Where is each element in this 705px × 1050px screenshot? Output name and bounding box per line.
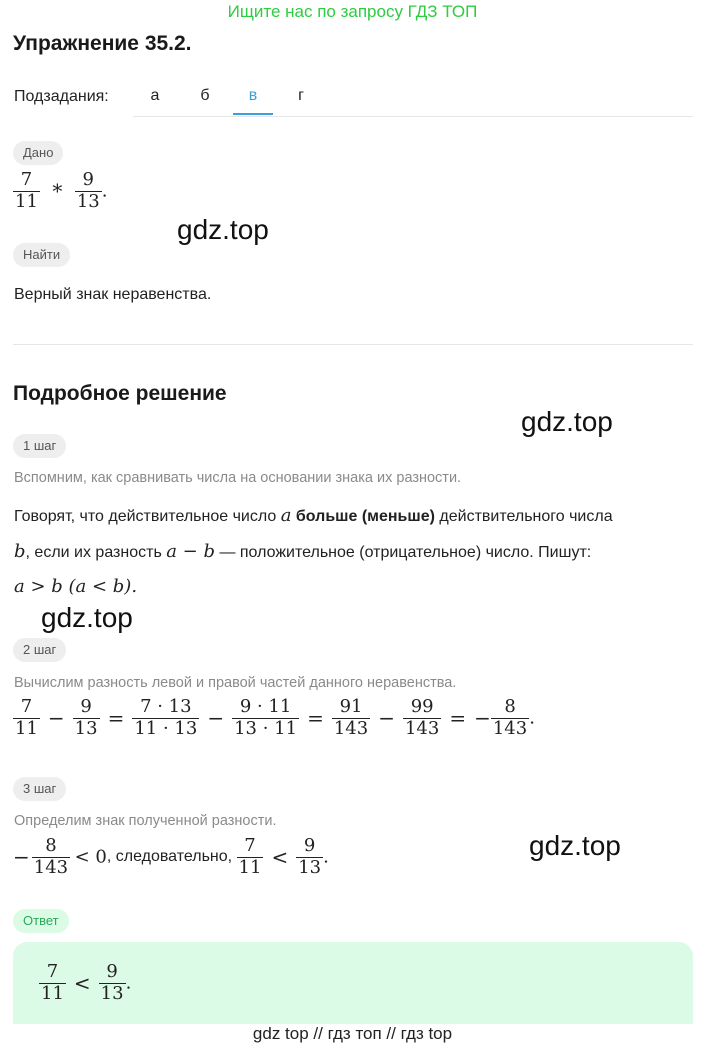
find-text: Верный знак неравенства. — [14, 286, 212, 303]
fraction: $\frac{9}{13}$ — [298, 835, 322, 878]
fraction: $\frac{7 \cdot 13}{11 \cdot 13}$ — [134, 696, 198, 739]
fraction: $\frac{9}{13}$ — [76, 169, 100, 212]
fraction: $\frac{8}{143}$ — [33, 835, 69, 878]
step3-hint: Определим знак полученной разности. — [14, 813, 277, 829]
divider — [13, 344, 693, 345]
step1-hint: Вспомним, как сравнивать числа на основании знака их разности. — [14, 470, 462, 486]
given-badge: Дано — [13, 141, 63, 165]
watermark: gdz.top — [41, 602, 133, 633]
step1-line1: Говорят, что действительное число a больше (меньше) действительного числа — [14, 505, 613, 526]
operator-placeholder: * — [52, 179, 63, 204]
top-banner: Ищите нас по запросу ГДЗ ТОП — [227, 2, 478, 21]
tab-v[interactable]: в — [233, 78, 273, 115]
tab-g[interactable]: г — [298, 87, 304, 104]
fraction: $\frac{8}{143}$ — [492, 696, 528, 739]
fraction: $\frac{91}{143}$ — [333, 696, 369, 739]
find-badge: Найти — [13, 243, 70, 267]
watermark: gdz.top — [177, 214, 269, 245]
watermark: gdz.top — [521, 406, 613, 437]
fraction: $\frac{7}{11}$ — [41, 961, 64, 1004]
watermark: gdz.top — [529, 830, 621, 861]
given-expression: $\frac{7}{11}$ * $\frac{9}{13}$ . — [15, 169, 108, 212]
fraction: $\frac{7}{11}$ — [15, 696, 38, 739]
tab-b[interactable]: б — [200, 87, 210, 104]
fraction: $\frac{7}{11}$ — [15, 169, 38, 212]
fraction: $\frac{9}{13}$ — [74, 696, 98, 739]
step2-hint: Вычислим разность левой и правой частей данного неравенства. — [14, 675, 457, 691]
solution-title: Подробное решение — [13, 382, 227, 405]
step3-conclusion: − $\frac{8}{143}$ < 0, следовательно, $\frac{7}{11}$ < $\frac{9}{13}$ . — [13, 835, 329, 878]
tab-a[interactable]: а — [150, 87, 160, 104]
fraction: $\frac{99}{143}$ — [404, 696, 440, 739]
subtasks-label: Подзадания: — [14, 88, 109, 105]
step1-line2: b, если их разность a − b — положительное (отрицательное) число. Пишут: — [14, 541, 592, 562]
step1-badge: 1 шаг — [13, 434, 66, 458]
step2-badge: 2 шаг — [13, 638, 66, 662]
fraction: $\frac{9 \cdot 11}{13 \cdot 11}$ — [234, 696, 298, 739]
fraction: $\frac{7}{11}$ — [238, 835, 262, 878]
answer-expression: $\frac{7}{11}$ < $\frac{9}{13}$ . — [41, 961, 132, 1004]
step2-calculation: $\frac{7}{11}$ − $\frac{9}{13}$ = $\frac{7 \cdot 13}{11 \cdot 13}$ − $\frac{9 \cdot 11}{13 \cdot 11}$ = $\frac{91}{143}$ − $\frac{99}{143}$ = − $\frac{8}{143}$ . — [15, 696, 535, 739]
step3-badge: 3 шаг — [13, 777, 66, 801]
fraction: $\frac{9}{13}$ — [100, 961, 124, 1004]
page-title: Упражнение 35.2. — [13, 32, 192, 55]
subtask-tabs — [133, 78, 693, 117]
step1-line3: a > b (a < b). — [14, 576, 138, 597]
footer-links: gdz top // гдз топ // гдз top — [252, 1024, 453, 1043]
answer-badge: Ответ — [13, 909, 69, 933]
